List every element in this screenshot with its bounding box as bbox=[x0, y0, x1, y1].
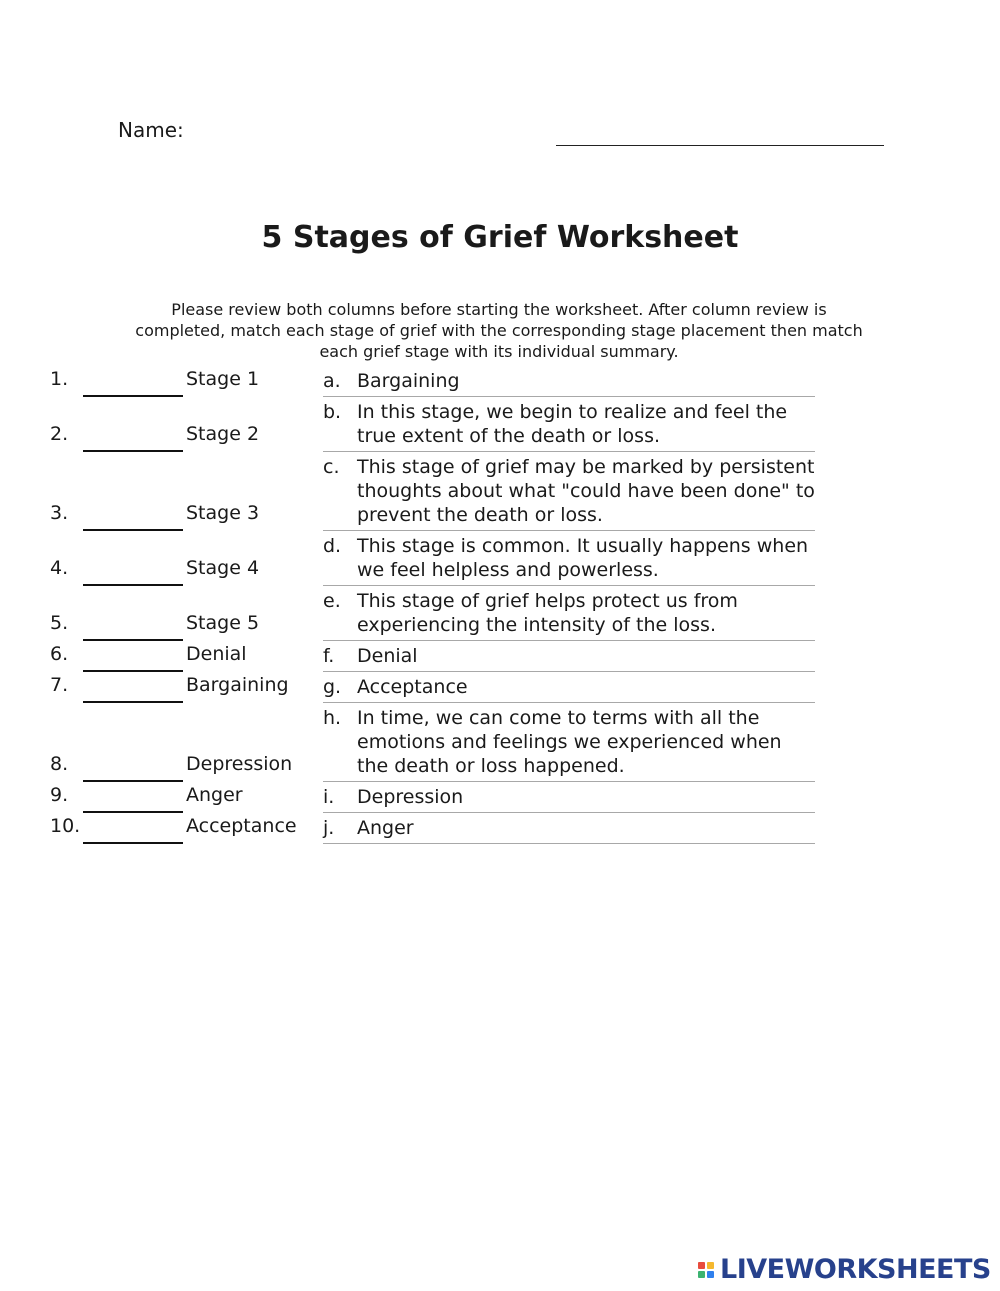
option-letter: c. bbox=[323, 456, 340, 478]
answer-blank[interactable] bbox=[83, 842, 183, 844]
item-number: 6. bbox=[50, 643, 69, 665]
item-term: Acceptance bbox=[186, 815, 297, 837]
logo-block bbox=[698, 1271, 705, 1278]
brand-name: LIVEWORKSHEETS bbox=[720, 1254, 991, 1285]
match-row bbox=[0, 366, 1000, 397]
option-text: Depression bbox=[357, 786, 464, 808]
item-term: Stage 4 bbox=[186, 557, 260, 579]
match-row bbox=[0, 586, 1000, 641]
item-term: Stage 3 bbox=[186, 502, 260, 524]
item-term: Stage 5 bbox=[186, 612, 260, 634]
instructions: Please review both columns before starting the worksheet. After column review is completed, match each stage of grief with the corresponding stage placement then match each grief stage with its individual summary. bbox=[135, 300, 863, 361]
option-text: This stage is common. It usually happens when we feel helpless and powerless. bbox=[357, 535, 809, 581]
option-letter: j. bbox=[323, 817, 335, 839]
match-row bbox=[0, 672, 1000, 703]
match-row bbox=[0, 782, 1000, 813]
option-text: Denial bbox=[357, 645, 418, 667]
item-term: Anger bbox=[186, 784, 243, 806]
item-number: 9. bbox=[50, 784, 69, 806]
item-term: Depression bbox=[186, 753, 293, 775]
matching-rows bbox=[0, 366, 1000, 844]
match-row bbox=[0, 452, 1000, 531]
option-letter: h. bbox=[323, 707, 342, 729]
match-row bbox=[0, 531, 1000, 586]
name-input-line[interactable] bbox=[556, 145, 884, 146]
item-term: Stage 2 bbox=[186, 423, 260, 445]
match-row bbox=[0, 703, 1000, 782]
option-text: Anger bbox=[357, 817, 414, 839]
logo-block bbox=[707, 1262, 714, 1269]
option-letter: i. bbox=[323, 786, 335, 808]
item-number: 7. bbox=[50, 674, 69, 696]
match-row bbox=[0, 397, 1000, 452]
item-number: 4. bbox=[50, 557, 69, 579]
match-row bbox=[0, 641, 1000, 672]
option-text: Bargaining bbox=[357, 370, 460, 392]
row-divider bbox=[323, 843, 815, 844]
item-term: Stage 1 bbox=[186, 368, 260, 390]
name-label: Name: bbox=[118, 118, 184, 142]
option-letter: f. bbox=[323, 645, 335, 667]
logo-block bbox=[707, 1271, 714, 1278]
option-letter: a. bbox=[323, 370, 341, 392]
item-number: 5. bbox=[50, 612, 69, 634]
liveworksheets-brand bbox=[698, 1254, 991, 1285]
item-number: 2. bbox=[50, 423, 69, 445]
option-letter: g. bbox=[323, 676, 342, 698]
option-text: This stage of grief may be marked by persistent thoughts about what "could have been done" to prevent the death or loss. bbox=[357, 456, 815, 526]
option-letter: e. bbox=[323, 590, 341, 612]
option-letter: d. bbox=[323, 535, 342, 557]
option-letter: b. bbox=[323, 401, 342, 423]
option-text: This stage of grief helps protect us from experiencing the intensity of the loss. bbox=[357, 590, 738, 636]
item-number: 1. bbox=[50, 368, 69, 390]
worksheet-title: 5 Stages of Grief Worksheet bbox=[261, 220, 739, 255]
match-row bbox=[0, 813, 1000, 844]
option-text: In time, we can come to terms with all the emotions and feelings we experienced when the death or loss happened. bbox=[357, 707, 782, 777]
option-text: In this stage, we begin to realize and feel the true extent of the death or loss. bbox=[357, 401, 788, 447]
liveworksheets-logo-icon bbox=[698, 1262, 714, 1278]
item-number: 10. bbox=[50, 815, 81, 837]
item-number: 8. bbox=[50, 753, 69, 775]
item-term: Denial bbox=[186, 643, 247, 665]
item-number: 3. bbox=[50, 502, 69, 524]
item-term: Bargaining bbox=[186, 674, 289, 696]
logo-block bbox=[698, 1262, 705, 1269]
option-text: Acceptance bbox=[357, 676, 468, 698]
